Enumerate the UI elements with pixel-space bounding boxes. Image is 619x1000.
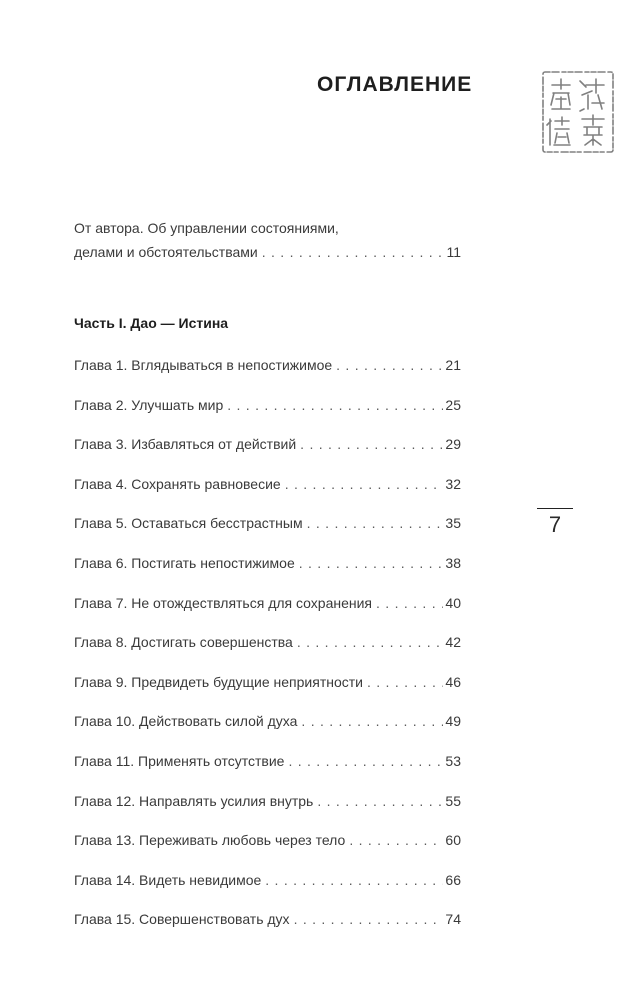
chapter-entry <box>74 592 461 632</box>
chapter-page: 74 <box>445 911 461 928</box>
dot-leader <box>258 240 443 264</box>
dot-leader <box>296 433 443 455</box>
chapter-page: 40 <box>445 594 461 611</box>
chapter-page: 53 <box>445 752 461 769</box>
chapter-page: 46 <box>445 673 461 690</box>
dot-leader <box>284 750 443 772</box>
dot-leader <box>281 473 443 495</box>
dot-leader <box>290 908 443 930</box>
chinese-seal-icon <box>540 69 616 155</box>
chapter-label: Глава 13. Переживать любовь через тело <box>74 832 346 849</box>
chapter-entry <box>74 908 461 948</box>
dot-leader <box>293 631 443 653</box>
chapter-label: Глава 15. Совершенствовать дух <box>74 911 290 928</box>
dot-leader <box>297 710 443 732</box>
chapter-label: Глава 9. Предвидеть будущие неприятности <box>74 673 363 690</box>
page-number: 7 <box>548 512 562 537</box>
dot-leader <box>313 790 443 812</box>
dot-leader <box>303 512 443 534</box>
chapter-page: 66 <box>445 871 461 888</box>
chapter-entry <box>74 512 461 552</box>
chapter-entry <box>74 710 461 750</box>
chapter-page: 38 <box>445 554 461 571</box>
chapter-entry <box>74 829 461 869</box>
chapter-label: Глава 3. Избавляться от действий <box>74 436 297 453</box>
chapter-page: 60 <box>445 832 461 849</box>
chapter-label: Глава 1. Вглядываться в непостижимое <box>74 357 333 373</box>
chapter-entry <box>74 433 461 473</box>
chapter-entry <box>74 750 461 790</box>
chapter-page: 29 <box>445 436 461 453</box>
chapter-label: Глава 10. Действовать силой духа <box>74 713 298 730</box>
page-title: ОГЛАВЛЕНИЕ <box>317 73 473 96</box>
chapter-page: 32 <box>445 475 461 492</box>
chapter-label: Глава 6. Постигать непостижимое <box>74 554 295 571</box>
chapter-entry <box>74 552 461 592</box>
dot-leader <box>345 829 443 851</box>
intro-entry-page: 11 <box>446 244 461 260</box>
chapter-label: Глава 14. Видеть невидимое <box>74 871 262 888</box>
page-number-rule <box>537 508 573 509</box>
intro-entry-line1: От автора. Об управлении состояниями, <box>74 220 339 236</box>
dot-leader <box>332 354 443 376</box>
intro-entry-row <box>74 240 461 264</box>
chapter-page: 35 <box>445 515 461 532</box>
chapter-label: Глава 7. Не отождествляться для сохранения <box>74 594 373 611</box>
chapter-list <box>74 354 461 948</box>
chapter-entry <box>74 473 461 513</box>
dot-leader <box>223 394 443 416</box>
chapter-page: 42 <box>445 634 461 651</box>
chapter-label: Глава 4. Сохранять равновесие <box>74 475 281 492</box>
chapter-entry <box>74 869 461 909</box>
chapter-page: 55 <box>445 792 461 809</box>
dot-leader <box>295 552 443 574</box>
part-heading: Часть I. Дао — Истина <box>74 315 229 331</box>
chapter-label: Глава 2. Улучшать мир <box>74 396 224 413</box>
chapter-label: Глава 5. Оставаться бесстрастным <box>74 515 303 532</box>
chapter-label: Глава 12. Направлять усилия внутрь <box>74 792 314 809</box>
chapter-label: Глава 8. Достигать совершенства <box>74 634 293 651</box>
chapter-entry <box>74 790 461 830</box>
chapter-page: 21 <box>445 357 461 373</box>
chapter-page: 25 <box>445 396 461 413</box>
chapter-page: 49 <box>445 713 461 730</box>
dot-leader <box>372 592 443 614</box>
intro-entry <box>74 216 461 264</box>
chapter-entry <box>74 671 461 711</box>
dot-leader <box>363 671 443 693</box>
chapter-entry <box>74 354 461 394</box>
chapter-entry <box>74 394 461 434</box>
intro-entry-line2: делами и обстоятельствами <box>74 244 258 260</box>
chapter-entry <box>74 631 461 671</box>
dot-leader <box>261 869 443 891</box>
chapter-label: Глава 11. Применять отсутствие <box>74 752 285 769</box>
